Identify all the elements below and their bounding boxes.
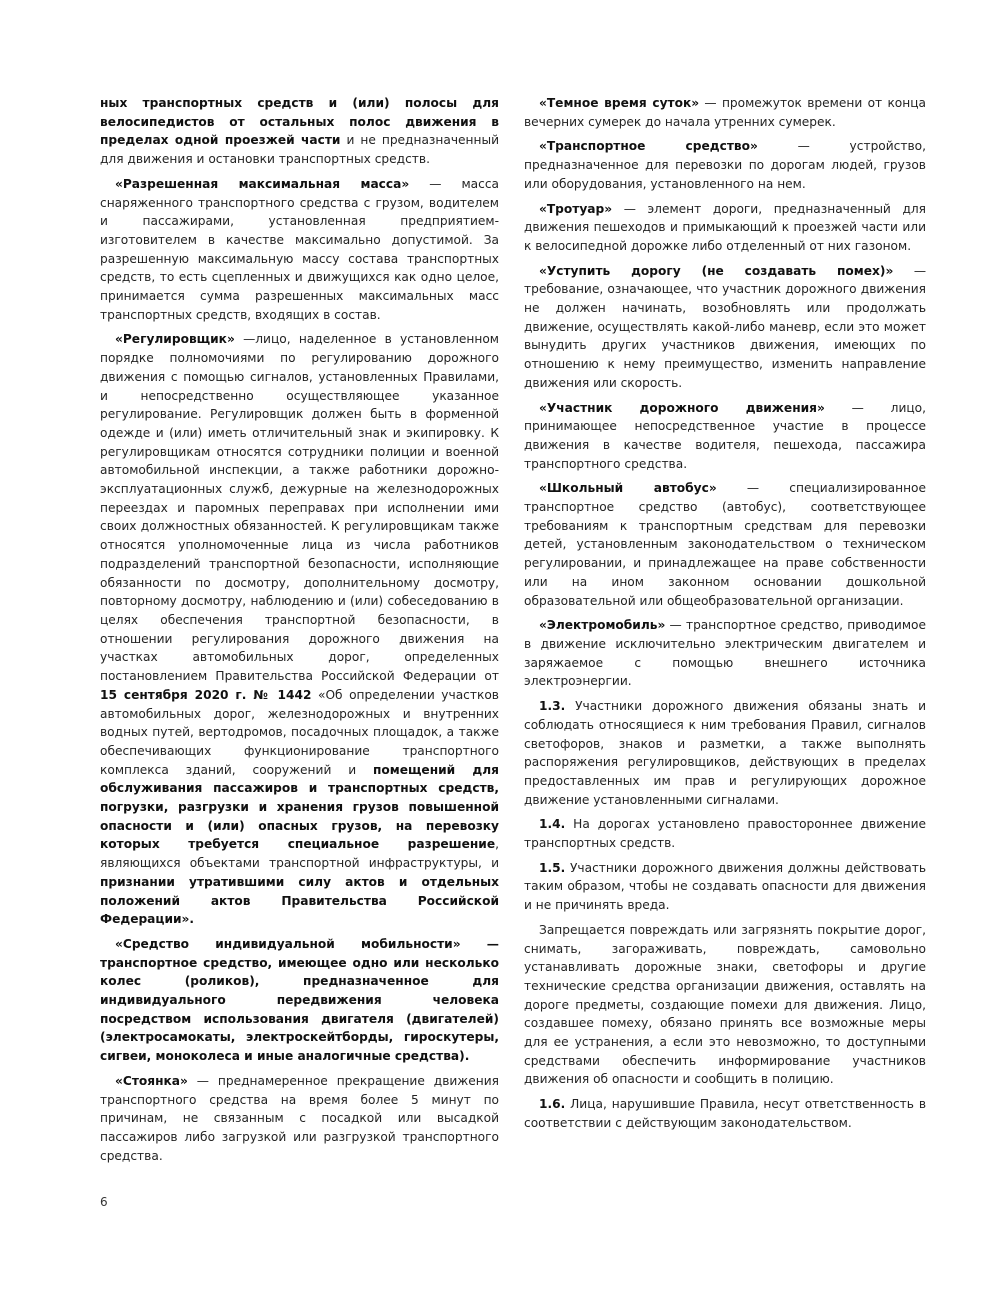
paragraph-traffic-controller: «Регулировщик» —лицо, наделенное в установленном порядке полномочиями по регулированию дорожного движения с помощью сигналов, установленных Правилами, и непосредственно осуществляющее указанное регулирование. Регулировщик должен быть в форменной одежде и (или) иметь отличительный знак и экипировку. К регулировщикам относятся сотрудники полиции и военной автомобильной инспекции, а также работники дорожно-эксплуатационных служб, дежурные на железнодорожных переездах и паромных переправах при исполнении ими своих должностных обязанностей. К регулировщикам также относятся уполномоченные лица из числа работников подразделений транспортной безопасности, исполняющие обязанности по досмотру, дополнительному досмотру, повторному досмотру, наблюдению и (или) собеседованию в целях обеспечения транспортной безопасности, в отношении регулирования дорожного движения на участках автомобильных дорог, определенных постановлением Правительства Российской Федерации от 15 сентября 2020 г. № 1442 «Об определении участков автомобильных дорог, железнодорожных и внутренних водных путей, вертодромов, посадочных площадок, а также обеспечивающих функционирование транспортного комплекса зданий, сооружений и помещений для обслуживания пассажиров и транспортных средств, погрузки, разгрузки и хранения грузов повышенной опасности и (или) опасных грузов, на перевозку которых требуется специальное разрешение, являющихся объектами транспортной инфраструктуры, и признании утратившими силу актов и отдельных положений актов Правительства Российской Федерации». [100, 332, 499, 927]
paragraph-section-1-3: 1.3. Участники дорожного движения обязаны знать и соблюдать относящиеся к ним требования Правил, сигналов светофоров, знаков и разметки, а также выполнять распоряжения регулировщиков, действующих в пределах предоставленных им прав и регулирующих дорожное движение установленными сигналами. [524, 699, 926, 807]
paragraph-parking: «Стоянка» — преднамеренное прекращение движения транспортного средства на время более 5 минут по причинам, не связанным с посадкой или высадкой пассажиров либо загрузкой или разгрузкой транспортного средства. [100, 1073, 499, 1163]
paragraph-personal-mobility-device: «Средство индивидуальной мобильности» — транспортное средство, имеющее одно или несколько колес (роликов), предназначенное для индивидуального передвижения человека посредством использования двигателя (двигателей) (электросамокаты, электроскейтборды, гироскутеры, сигвеи, моноколеса и иные аналогичные средства). [100, 936, 499, 1064]
paragraph-section-1-5: 1.5. Участники дорожного движения должны действовать таким образом, чтобы не создавать опасности для движения и не причинять вреда. [524, 860, 926, 913]
paragraph-sidewalk: «Тротуар» — элемент дороги, предназначенный для движения пешеходов и примыкающий к проезжей части или к велосипедной дорожке либо отделенный от них газоном. [524, 201, 926, 253]
page-number: 6 [100, 1195, 108, 1209]
paragraph-dark-time: «Темное время суток» — промежуток времени от конца вечерних сумерек до начала утренних сумерек. [524, 96, 926, 129]
paragraph-section-1-4: 1.4. На дорогах установлено правостороннее движение транспортных средств. [524, 817, 926, 851]
paragraph-permitted-max-mass: «Разрешенная максимальная масса» — масса снаряженного транспортного средства с грузом, водителем и пассажирами, установленная предприятием-изготовителем в качестве максимально допустимой. За разрешенную максимальную массу состава транспортных средств, то есть сцепленных и движущихся как одно целое, принимается сумма разрешенных максимальных масс транспортных средств, входящих в состав. [100, 176, 499, 322]
paragraph-lanes-continuation: ных транспортных средств и (или) полосы для велосипедистов от остальных полос движения в пределах одной проезжей части и не предназначенный для движения и остановки транспортных средств. [100, 96, 500, 167]
paragraph-prohibited-damage: Запрещается повреждать или загрязнять покрытие дорог, снимать, загораживать, повреждать, самовольно устанавливать дорожные знаки, светофоры и другие технические средства организации движения, оставлять на дороге предметы, создающие помехи для движения. Лицо, создавшее помеху, обязано принять все возможные меры для ее устранения, а если это невозможно, то доступными средствами обеспечить информирование участников движения об опасности и сообщить в полицию. [524, 922, 926, 1087]
paragraph-school-bus: «Школьный автобус» — специализированное транспортное средство (автобус), соответствующее требованиям к транспортным средствам для перевозки детей, установленным законодательством о техническом регулировании, и принадлежащее на праве собственности или на ином законном основании дошкольной образовательной или общеобразовательной организации. [524, 481, 927, 608]
paragraph-road-user: «Участник дорожного движения» — лицо, принимающее непосредственное участие в процессе движения в качестве водителя, пешехода, пассажира транспортного средства. [524, 400, 926, 471]
paragraph-section-1-6: 1.6. Лица, нарушившие Правила, несут ответственность в соответствии с действующим законодательством. [524, 1097, 926, 1130]
paragraph-yield: «Уступить дорогу (не создавать помех)» — требование, означающее, что участник дорожного движения не должен начинать, возобновлять или продолжать движение, осуществлять какой-либо маневр, если это может вынудить других участников движения, имеющих по отношению к нему преимущество, изменить направление движения или скорость. [524, 263, 927, 390]
paragraph-electric-vehicle: «Электромобиль» — транспортное средство, приводимое в движение исключительно электрическим двигателем и заряжаемое с помощью внешнего источника электроэнергии. [524, 618, 926, 689]
paragraph-vehicle: «Транспортное средство» — устройство, предназначенное для перевозки по дорогам людей, грузов или оборудования, установленного на нем. [524, 139, 926, 191]
left-column [100, 94, 499, 1171]
right-column [524, 94, 926, 1139]
